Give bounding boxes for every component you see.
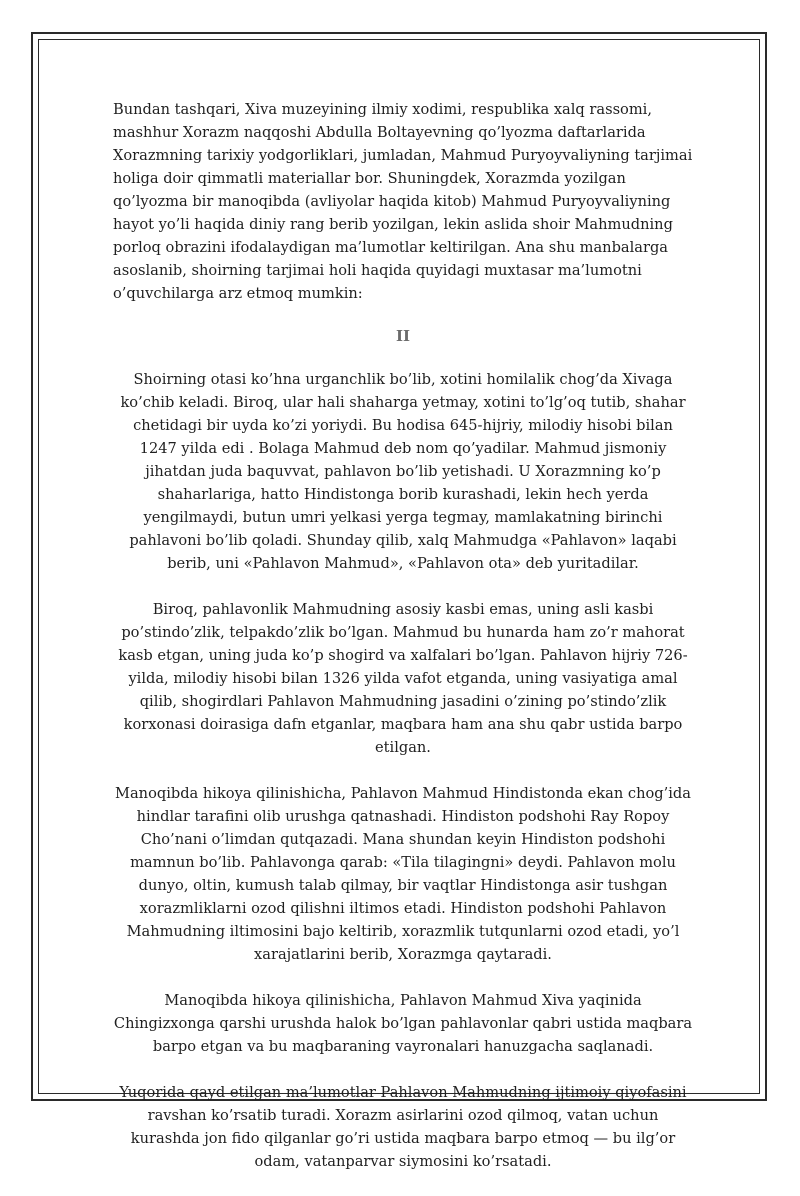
intro-paragraph: Bundan tashqari, Xiva muzeyining ilmiy xodimi, respublika xalq rassomi, mashhur Xorazm naqqoshi Abdulla Boltayevning qo’lyozma daftarlarida Xorazmning tarixiy yodgorliklari, jumladan, Mahmud Puryoyvaliyning tarjimai holiga doir qimmatli materiallar bor. Shuningdek, Xorazmda yozilgan qo’lyozma bir manoqibda (avliyolar haqida kitob) Mahmud Puryoyvaliyning hayot yo’li haqida diniy rang berib yozilgan, lekin aslida shoir Mahmudning porloq obrazini ifodalaydigan ma’lumotlar keltirilgan. Ana shu manbalarga asoslanib, shoirning tarjimai holi haqida quyidagi muxtasar ma’lumotni o’quvchilarga arz etmoq mumkin:: [113, 101, 693, 302]
body-paragraph-5: Yuqorida qayd etilgan ma’lumotlar Pahlavon Mahmudning ijtimoiy qiyofasini ravshan ko’rsatib turadi. Xorazm asirlarini ozod qilmoq, vatan uchun kurashda jon fido qilganlar go’ri ustida maqbara barpo etmoq — bu ilg’or odam, vatanparvar siymosini ko’rsatadi.: [119, 1084, 687, 1170]
body-paragraph-2: Biroq, pahlavonlik Mahmudning asosiy kasbi emas, uning asli kasbi po’stindo’zlik, telpakdo’zlik bo’lgan. Mahmud bu hunarda ham zo’r mahorat kasb etgan, uning juda ko’p shogird va xalfalari bo’lgan. Pahlavon hijriy 726-yilda, milodiy hisobi bilan 1326 yilda vafot etganda, uning vasiyatiga amal qilib, shogirdlari Pahlavon Mahmudning jasadini o’zining po’stindo’zlik korxonasi doirasiga dafn etganlar, maqbara ham ana shu qabr ustida barpo etilgan.: [118, 601, 688, 756]
body-paragraph-4: Manoqibda hikoya qilinishicha, Pahlavon Mahmud Xiva yaqinida Chingizxonga qarshi urushda halok bo’lgan pahlavonlar qabri ustida maqbara barpo etgan va bu maqbaraning vayronalari hanuzgacha saqlanadi.: [113, 992, 693, 1055]
document-body: [113, 98, 693, 1196]
body-paragraph-1: Shoirning otasi ko’hna urganchlik bo’lib, xotini homilalik chog’da Xivaga ko’chib keladi. Biroq, ular hali shaharga yetmay, xotini to’lg’oq tutib, shahar chetidagi bir uyda ko’zi yoriydi. Bu hodisa 645-hijriy, milodiy hisobi bilan 1247 yilda edi . Bolaga Mahmud deb nom qo’yadilar. Mahmud jismoniy jihatdan juda baquvvat, pahlavon bo’lib yetishadi. U Xorazmning ko’p shaharlariga, hatto Hindistonga borib kurashadi, lekin hech yerda yengilmaydi, butun umri yelkasi yerga tegmay, mamlakatning birinchi pahlavoni bo’lib qoladi. Shunday qilib, xalq Mahmudga «Pahlavon» laqabi berib, uni «Pahlavon Mahmud», «Pahlavon ota» deb yuritadilar.: [120, 371, 686, 572]
section-heading-numeral: II: [395, 327, 411, 345]
body-paragraph-3: Manoqibda hikoya qilinishicha, Pahlavon Mahmud Hindistonda ekan chog’ida hindlar tarafini olib urushga qatnashadi. Hindiston podshohi Ray Ropoy Cho’nani o’limdan qutqazadi. Mana shundan keyin Hindiston podshohi mamnun bo’lib. Pahlavonga qarab: «Tila tilagingni» deydi. Pahlavon molu dunyo, oltin, kumush talab qilmay, bir vaqtlar Hindistonga asir tushgan xorazmliklarni ozod qilishni iltimos etadi. Hindiston podshohi Pahlavon Mahmudning iltimosini bajo keltirib, xorazmlik tutqunlarni ozod etadi, yo’l xarajatlarini berib, Xorazmga qaytaradi.: [115, 785, 691, 963]
